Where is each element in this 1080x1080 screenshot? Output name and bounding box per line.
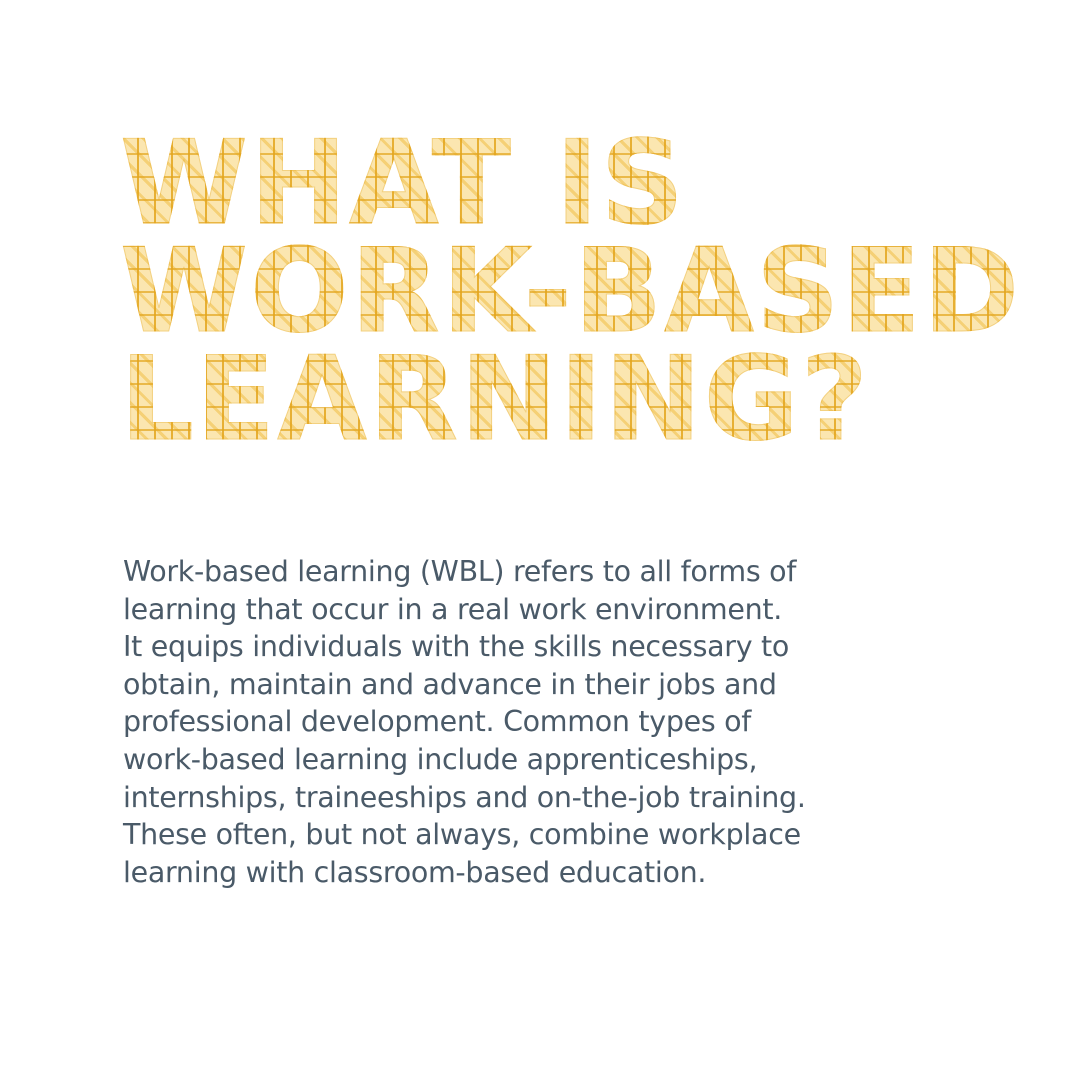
body-line: professional development. Common types of — [123, 705, 752, 739]
headline-line: WORK-BASED — [120, 224, 1022, 359]
body-line: These often, but not always, combine workplace — [123, 818, 801, 852]
body-paragraph — [123, 553, 903, 891]
body-line: work-based learning include apprenticeships, — [123, 742, 758, 776]
headline — [120, 116, 1022, 467]
body-line: Work-based learning (WBL) refers to all forms of — [123, 555, 797, 588]
body-line: obtain, maintain and advance in their jobs and — [123, 667, 777, 701]
body-line: internships, traineeships and on-the-job training. — [123, 780, 806, 814]
body-line: It equips individuals with the skills necessary to — [123, 630, 790, 664]
headline-line: LEARNING? — [120, 332, 871, 467]
body-line: learning that occur in a real work environment. — [123, 592, 783, 626]
body-line: learning with classroom-based education. — [123, 855, 707, 889]
headline-line: WHAT IS — [120, 116, 687, 251]
